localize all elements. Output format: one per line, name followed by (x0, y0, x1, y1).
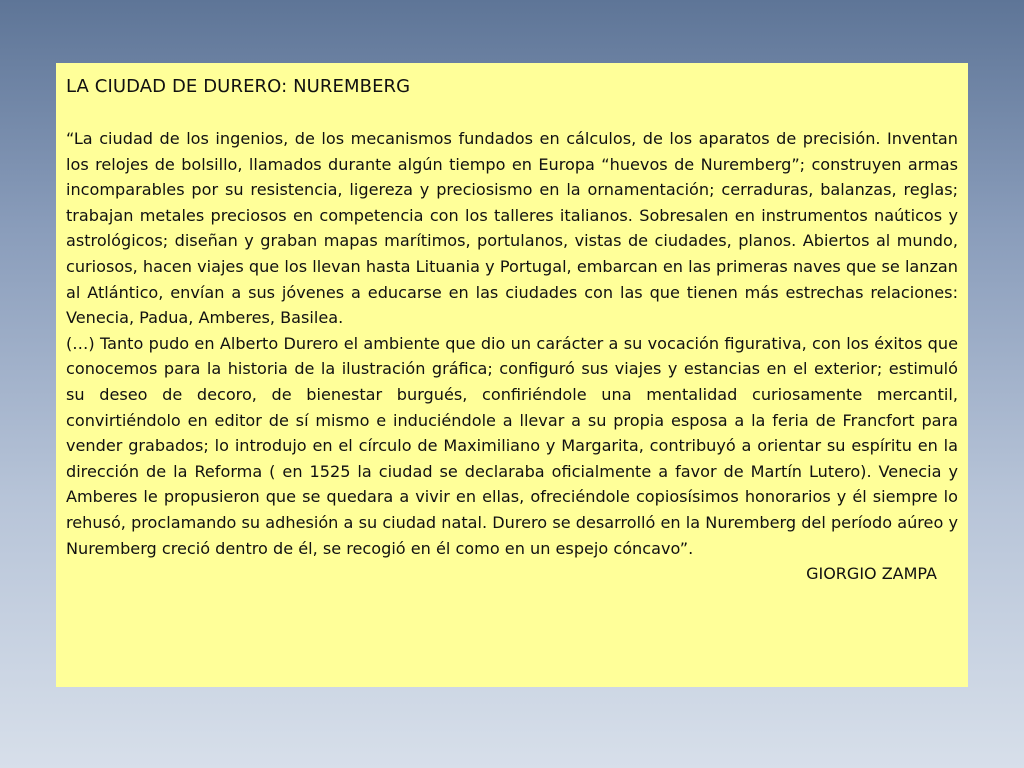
quote-text-box (56, 63, 968, 687)
slide-title: LA CIUDAD DE DURERO: NUREMBERG (66, 76, 411, 97)
quote-author: GIORGIO ZAMPA (806, 564, 937, 584)
quote-paragraph-2: (…) Tanto pudo en Alberto Durero el ambiente que dio un carácter a su vocación figurativa, con los éxitos que conocemos para la historia de la ilustración gráfica; configuró sus viajes y estancias en el exterior; estimuló su deseo de decoro, de bienestar burgués, confiriéndole una mentalidad curiosamente mercantil, convirtiéndolo en editor de sí mismo e induciéndole a llevar a su propia esposa a la feria de Francfort para vender grabados; lo introdujo en el círculo de Maximiliano y Margarita, contribuyó a orientar su espíritu en la dirección de la Reforma ( en 1525 la ciudad se declaraba oficialmente a favor de Martín Lutero). Venecia y Amberes le propusieron que se quedara a vivir en ellas, ofreciéndole copiosísimos honorarios y él siempre lo rehusó, proclamando su adhesión a su ciudad natal. Durero se desarrolló en la Nuremberg del período aúreo y Nuremberg creció dentro de él, se recogió en él como en un espejo cóncavo”. (66, 333, 958, 558)
quote-paragraph-1: “La ciudad de los ingenios, de los mecanismos fundados en cálculos, de los aparatos de precisión. Inventan los relojes de bolsillo, llamados durante algún tiempo en Europa “huevos de Nuremberg”; construyen armas incomparables por su resistencia, ligereza y preciosismo en la ornamentación; cerraduras, balanzas, reglas; trabajan metales preciosos en competencia con los talleres italianos. Sobresalen en instrumentos naúticos y astrológicos; diseñan y graban mapas marítimos, portulanos, vistas de ciudades, planos. Abiertos al mundo, curiosos, hacen viajes que los llevan hasta Lituania y Portugal, embarcan en las primeras naves que se lanzan al Atlántico, envían a sus jóvenes a educarse en las ciudades con las que tienen más estrechas relaciones: Venecia, Padua, Amberes, Basilea. (66, 129, 958, 328)
title-spacer (66, 101, 958, 126)
